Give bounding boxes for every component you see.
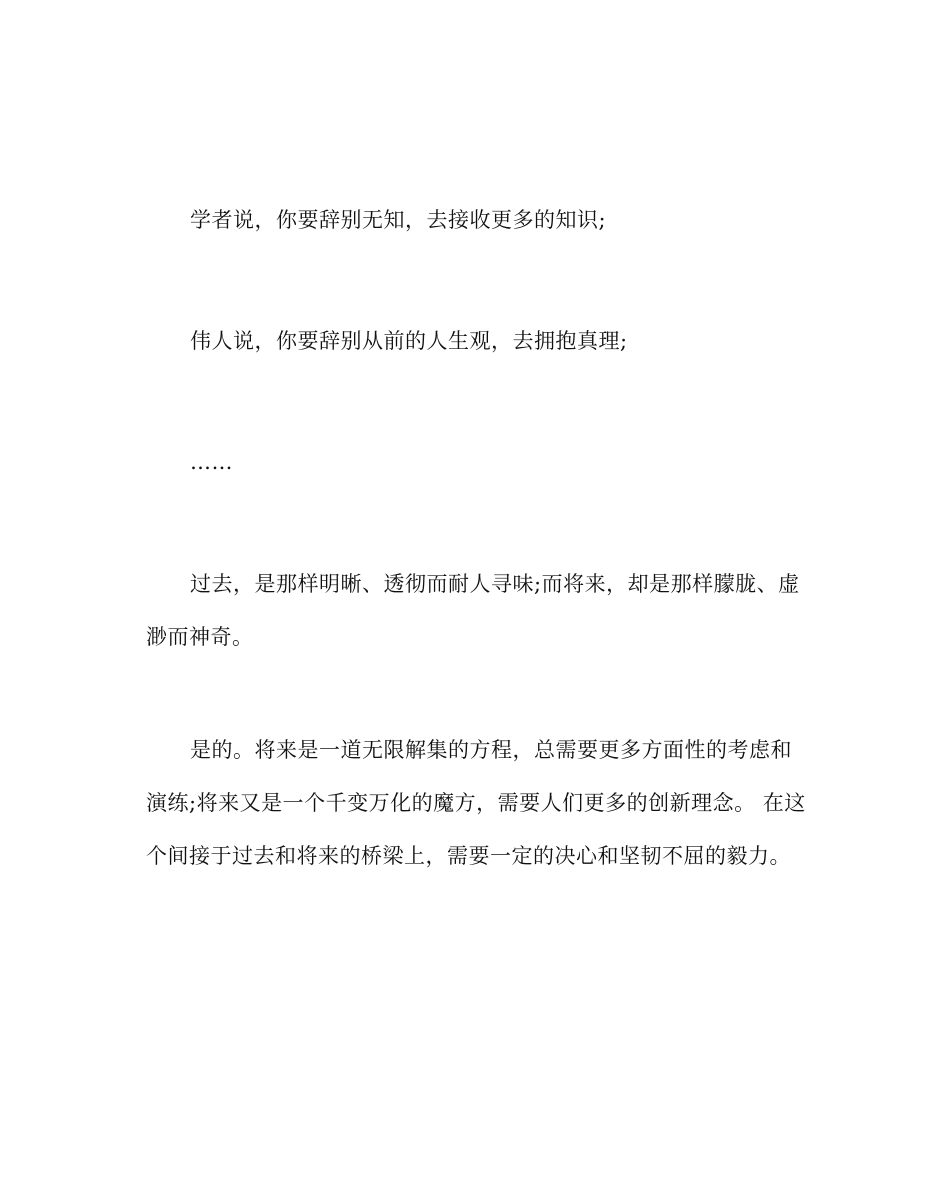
paragraph-past-future: 过去，是那样明晰、透彻而耐人寻味;而将来，却是那样朦胧、虚渺而神奇。 [146, 572, 800, 649]
paragraph-future-equation: 是的。将来是一道无限解集的方程，总需要更多方面性的考虑和演练;将来又是一个千变万化的魔方，需要人们更多的创新理念。 在这个间接于过去和将来的桥梁上，需要一定的决心和坚韧不屈的毅力。 [146, 738, 806, 868]
paragraph-great-man: 伟人说，你要辞别从前的人生观，去拥抱真理; [190, 329, 628, 353]
paragraph-scholar: 学者说，你要辞别无知，去接收更多的知识; [190, 208, 607, 232]
paragraph-ellipsis: …… [190, 450, 233, 474]
